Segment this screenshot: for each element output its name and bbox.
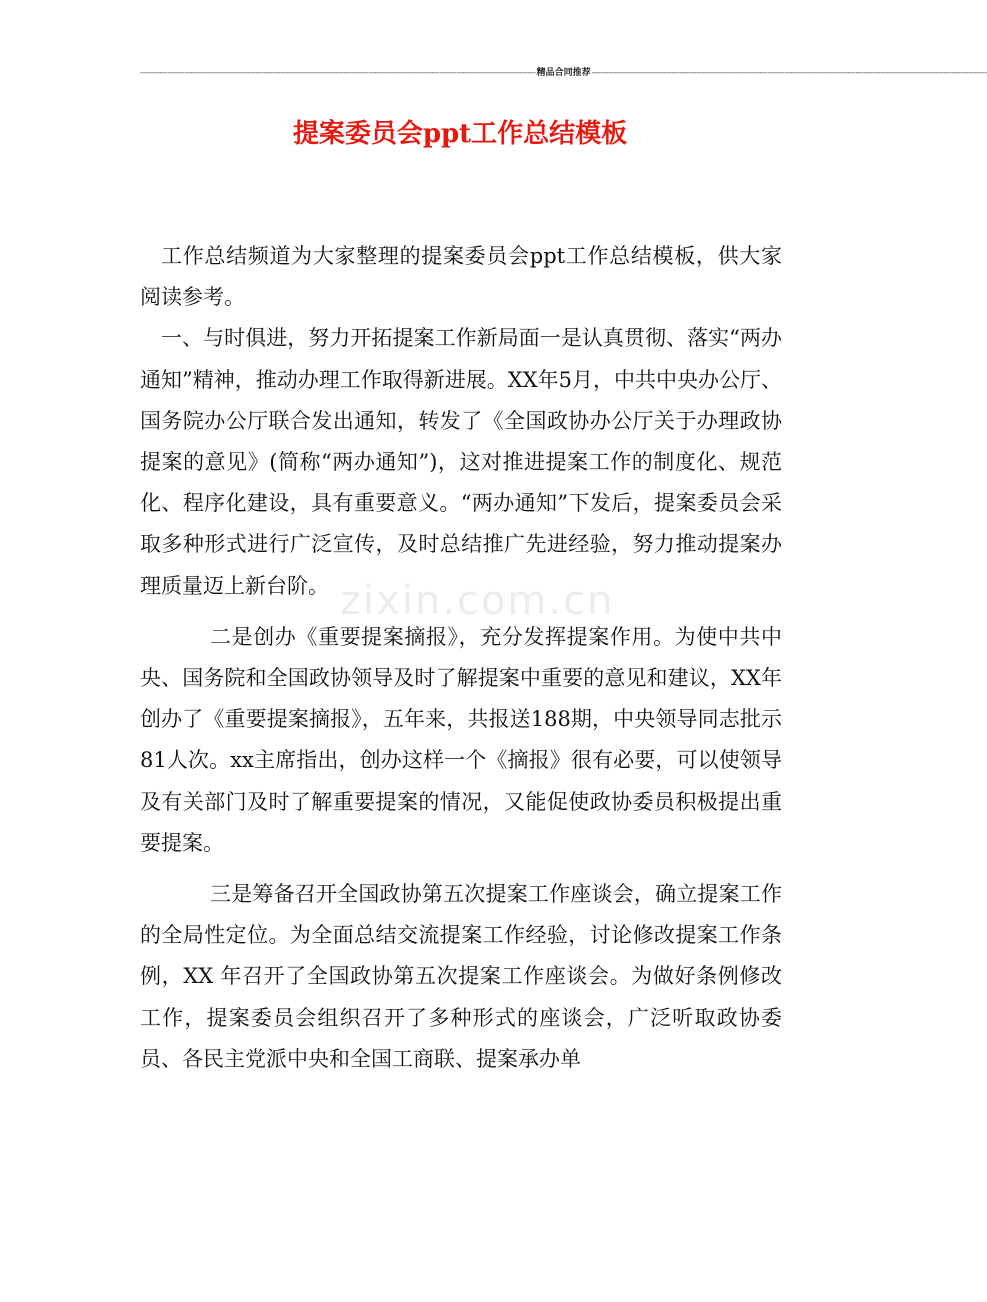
paragraph-section-2: 二是创办《重要提案摘报》，充分发挥提案作用。为使中共中央、国务院和全国政协领导及时了解提案中重要的意见和建议，XX年创办了《重要提案摘报》，五年来，共报送188期，中央领导同志批示81人次。xx主席指出，创办这样一个《摘报》很有必要，可以使领导及有关部门及时了解重要提案的情况，又能促使政协委员积极提出重要提案。	[140, 624, 782, 855]
watermark: zixin.com.cn	[340, 578, 615, 624]
document-body	[140, 236, 782, 1080]
header-divider-right: ------------------------------------------------------------------------------------------------------------------------------------------------	[591, 68, 987, 78]
paragraph-intro: 工作总结频道为大家整理的提案委员会ppt工作总结模板，供大家阅读参考。	[140, 244, 782, 310]
document-title: 提案委员会ppt工作总结模板	[292, 119, 628, 149]
header-divider-left: ------------------------------------------------------------------------------------------------------------------------------------------------	[140, 68, 536, 78]
page-header	[140, 66, 987, 80]
header-label: 精品合同推荐	[536, 68, 591, 78]
paragraph-section-1: 一、与时俱进，努力开拓提案工作新局面一是认真贯彻、落实“两办通知”精神，推动办理工作取得新进展。XX年5月，中共中央办公厅、国务院办公厅联合发出通知，转发了《全国政协办公厅关于办理政协提案的意见》(简称“两办通知”)，这对推进提案工作的制度化、规范化、程序化建设，具有重要意义。“两办通知”下发后，提案委员会采取多种形式进行广泛宣传，及时总结推广先进经验，努力推动提案办理质量迈上新台阶。	[140, 326, 782, 598]
paragraph-section-3: 三是筹备召开全国政协第五次提案工作座谈会，确立提案工作的全局性定位。为全面总结交流提案工作经验，讨论修改提案工作条例，XX 年召开了全国政协第五次提案工作座谈会。为做好条例修改工作，提案委员会组织召开了多种形式的座谈会，广泛听取政协委员、各民主党派中央和全国工商联、提案承办单	[140, 882, 782, 1071]
